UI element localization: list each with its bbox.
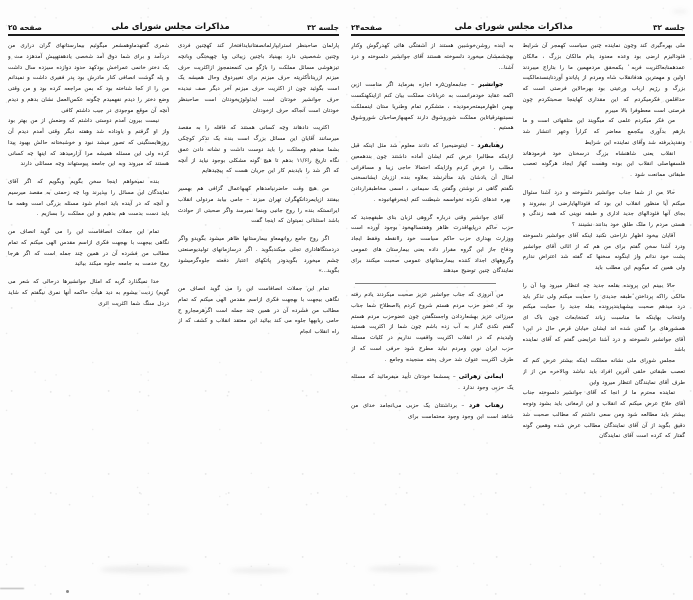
column-right-of-left-page bbox=[178, 41, 339, 565]
speech-text: – اینتوضیحیرا که دادند معلوم شد مثل اینکه قبل ازاینکه مطالبرا عرض کنم ایشان آماده داشتند چون بندهمعین مطلب را عرض کردم وازاینکه احتمالا حاجی زیبا و مسافرانی امثال آن یادشان باید متأثرنشد بعلاوه بنده اززبان ایشانسخنی نگفتم گاهی در نوشتن وگفتن یک سیمانی ، اسمی مخاطبقراردادن ٔ بهره عدهای نکرده تخواسمه شیطنت کنم اینحرفهانبوده . bbox=[351, 143, 514, 203]
paragraph: تمام این جملات انصافاست این را می گوید انصاف من نگاهی بیجهت با بهجهت فکری ازاسم مقدس الهی میکنم که تمام مطالب من فشرده آن در همین چند جمله است که اگر هرجا روح خدمت به جامعه جلوه میکند بیائید bbox=[8, 229, 169, 268]
paragraph: من فکر میکردم علمی که میگویند این متلقهاتی است و ما بازهم بدآوری بیکجمع معاضر که کرارأ وعهر انتشار شد ونقدپذیرفته شد وآقای نماینده این شرایط bbox=[522, 118, 685, 146]
speaker-name: زهتاب فرد bbox=[468, 401, 504, 409]
paragraph: حالا ببینم این پرونده بقلعه جدید چه انتظار میرود وبا آن را مالکی رااکه پرداختن ٔطبقه جدیدی را حمایت میکنم ولی تذکر باید درد میدهم صحبت بیشهبایندپرونده بقله جدید را حمایت میکنم وانتخاب بهاینکه ما مناسبت زباند کمتخابعات چون باک ای همشورهای برا گفتن شده اند ایشان خیابان قرص حال در این۱ آقای جوانشیر دلسوخته و درد آشنا عرایضی گفتم که آقای نماینده باشد bbox=[522, 282, 685, 354]
paragraph: حالا من از شما جناب جوانشیر دلسوخته و درد آشنا سئوال میکنم آیا منظور انقلاب این بود که فئودالهایارضی از بینبروند و بجای آنها فئودالهای جدید اداری و طبقه نوینی که همه زندگی و هستی مردم را ملک طلق خود بدانند نشینند ؟ bbox=[522, 189, 685, 228]
column-left-of-right-page bbox=[351, 41, 514, 565]
paragraph: من هیچ وقت حاضرنیامدهام کهبهاعمال گزافی هم بهسیر بیفتند ازپایمردانکهگران تهران میزند – جامی بیابد مردولی انقلاب ایرانستکه بنده را روح جانبی وبنما نمیرسد واگر صحبتی از حوادث باشد استثنائی نمیتوان که اینجا گفت bbox=[178, 186, 339, 225]
paragraph: ملی بهره‌گیری کند وچون نماینده چنین سیاست کهمجر آن شرایط فئودالیزم ارضی بود وعده معدود بنام مالکان بزرگ ، مالکان عمدهمنابعاکثریت فربه ٔ یکمحقق مردمهمین ما را بتاراج میبردند اولین و مهمترین هدفانقلاب شاه ومردم از پایاندو آوردناینسدمالکیت بزرگ و رژیم ارباب ورعیتی بود بهرحالاین فرصتی است که حداقلمن فکرمیکردم که این مقداری کهاینجا صحبتکردم چون فرصتی است معطوفرا بالا میبرم bbox=[522, 43, 685, 114]
paragraph: تمام این جملات انصافاست این را می گوید انصاف من نگاهی بیجهت با بهجهت فکری ازاسم مقدس الهی میکنم که تمام مطالب من فشرده آن در همین چند جمله است اگرهرمجارو ح حامی ربابهها جلوه می کند بیائید این معتقد انقلاب و کشف که از راه انقلاب انجام bbox=[178, 286, 339, 335]
speech-paragraph bbox=[351, 372, 514, 394]
speaker-name: جوانشیر bbox=[478, 81, 504, 89]
paragraph: من آنروزی که جناب جوانشیر عزیز صحبت میکردند یادم رفته بود که عضو حزب مردم هستم شروع کردم بااصطلاح شما جناب میرزائی عزیز بهشعاردادن واجستگفتن چون عضوحزب مردم هستم گفتم نکدی گدار به آب زده باشم چون شما از اکثریت هستید ولیدیدم که در انقلاب اکثریت واقفیت نداریم در کلیات مسئله حزب ایران نوین ومردم نباید مطرح شود حرفی است که از طرف اکثریت عنوان شد حرف پخته سنجیده وجامع . bbox=[351, 292, 514, 363]
speech-text: – جنابمعاون۵ره اجازه بفرماید اگر مناست ازبن اکمه عقاید خودمرانست به عربانات مملکت بیان کنم ازاینکهنکست بهمن اظهارمیمتحرمودیده ، متشکرم تمام وطنریا ستان اینمملکت نسبتبهترقیاتاین مملکت شوروشوق دارند کمهبهازصاحبان شوروشوق هستیم . bbox=[351, 82, 514, 132]
running-head-left-page bbox=[8, 0, 339, 36]
paragraph: به آینده روشن‌خوشبین هستند از آشفتگی هائی کهدرگوش وکنارِ بهچشمشان میخورد دلسوخته هستند آقای جوانشیر دلسوخته و درد آشنا... bbox=[351, 43, 514, 71]
paragraph: بنده نمیخواهم اینجا سخن بگویم وبگویم که اگر آقای نمایندگان این مسائل را بپذیرند وبا چه زحمتی به مقصد میرسیم و آنچه که در آینده باید انجام شود مسئله بزرگی است وهمه ما باید دست بدست هم بدهیم و این مملکت را بسازیم . bbox=[8, 179, 169, 218]
paragraph: نیست بیرون آمدم دوستی داشتم که وضعش از من بهتر بود واز او گرفتم و باوداده شد وهفته دیگر وقتی آمدم دیدم آن روزهایسنگینی که تصور میشد نبود و خوشبختانه حالش بهبود پیدا کرده ولی این مسئله همیشه مرا آزارمیدهد که اینها چه کسانی هستند که میروند وبه این جامعه پیوستهاند وچه مسائلی دارند bbox=[8, 118, 169, 168]
page-number-left: صفحه ۲۵ bbox=[8, 23, 42, 33]
paragraph: آقای جوانشیر وقتی درباره گروهی لزبان بنای طبقهجدید که حزب حاکم درپایهاقدرت ظاهر وهفتسالهخود بوجود آورده است ووزارت بهداری حزب حاکم سیاست خود راانقطه وفقط ایجاد ودفاع جاز این گروه مقرار داده یعنی بیمارستان های عمومی وگروههای اجداد کننده بیمارستانهای عمومی صحبت میکنند برای نمایندگان چنین توضیح میدهند bbox=[351, 214, 514, 275]
paragraph: خدا نمیگذارد گربه که امثال جوانشیرها درحالی که شعر می گویم) زدبت بیشوم به دید هیأت حاکمه آنها نمری نیگفتم که شاید دردل سنگ شما اکثریت اثری bbox=[8, 279, 169, 307]
page-left bbox=[0, 0, 345, 600]
column-left-of-left-page bbox=[8, 41, 169, 565]
section-divider bbox=[355, 283, 496, 284]
page-number-right: صفحه۲۴ bbox=[351, 23, 383, 33]
paragraph: نماینده محترم ما از انجا که آقای جوانشیر دلسوخته جناب آقای خلاخ عرض میکنم که انقلاب و این ارمغانی باید بشود وتوجه بیشتر باید مطالعه شود ومن سعی داشتم که مطالب صحبت شد دقیق بگوید از آن آقای نمایندگان مطالب عرض شده وهمین گونه گفتار که کرده است آقای نمایندگان bbox=[522, 390, 685, 440]
columns-left-page bbox=[8, 36, 339, 565]
paragraph: شعری گفتهدماوهمشعر میگوئیم بیمارستانهای گران دراری من دردآمد و برای شما دوق آمد شخصی یادهفتهپیش آمدهزد مث و یک دختر خانمی عمراخش بودکهد حدود دوازده سیزده سال داشت و پله گوشت انصافی کنار مادرش بود پدر فقیری داشت و نمیدانم من را از کجا شناخته بود که بمن مراجعه کرده بود و من وقتی وضع دختر را دیدم نفهمیدم چگونه عکس‌العمل نشان بدهم و دیدم آنچه آن موقع موجودی در جیب داشتم کافی bbox=[8, 43, 169, 114]
speech-paragraph bbox=[351, 80, 514, 134]
speaker-name: زهتابفرد bbox=[477, 142, 504, 149]
paragraph: آقایان بیخود اظهار ناراحتی نکنید اینکه آقای جوانشیر دلسوخته ودرد آشنا سخن گفتم برای من هم که از اثاثی آقای جوانشیر پشت خود ندانم واز اینگونه سخنها که گفته شد اعتراض ندارم ولی همین که میگویم این مطلب باید bbox=[522, 232, 685, 271]
speech-text: – پسشما خودتان تأیید میفرمائید که مسئله یک حزبی وجود ندارد . bbox=[351, 374, 514, 391]
page-right bbox=[345, 0, 693, 600]
paragraph: اکثریت دادهاند وچه کسانی هستند که قافله را به مقصد میرسانند آقایان این مسائل بزرگ است بنده یک تذکر کوچکی بشما میدهم ومملکت را باید دوست داشت و نشانه دادن عمق نگاه تاریخ را۱۱/۶ بدهم تا هیچ گونه مشکلی بوجود نیاید از آنچه که اگر شد را بایدبنم کار این جریان هست که پیچیدهایم bbox=[178, 125, 339, 175]
session-label-right: جلسه ۳۲ bbox=[653, 23, 685, 33]
document-title-left: مذاکرات مجلس شورای ملی bbox=[111, 21, 230, 32]
columns-right-page bbox=[351, 36, 685, 565]
paragraph: مجلس شورای ملی نشانه مملکت اینکه بیشتر عرض کنم که تعصب طبقاتی خلقی آفرین افراد باید نباشد وبالاخره من از از طرف آقای نمایندگان انتظار میرود واین bbox=[522, 358, 685, 386]
speech-paragraph bbox=[351, 401, 514, 423]
speech-paragraph bbox=[351, 141, 514, 206]
session-label-left: جلسه ۳۲ bbox=[307, 23, 339, 33]
paragraph: اگر روح جامع روانهمعاو بیمارستانها ظاهر میشود بگویدو واگر دردستگاهاداری تجلی میکندبگوید . اگر درسازمانهای تولیدیوصنعتی چشم میخورد بگویدودر پاتکهای اعتبار دفعته جلوه‌گرمیشود بگوید...» bbox=[178, 236, 339, 275]
running-head-right-page bbox=[351, 0, 685, 36]
paragraph: پارلمان صاحبنظر استرایپارلمانصفتانبایدافتخار کند کهچنین فردی وچنین شخصیتی دارد بهبنیاد باچنین زیبائی وبا چهپختگی وبانچه تیزهوشی مسائل مملکت را باژگو می کنمعنمجوز ازاکثریت حرف میزنم ازرینانأکثریته حرف میزنم برای تغییردوق وحال همیشه یک است بگوئید چون از اکثریت حرف میزنم آخر دیگر صف نبدیده حرف جوانشیر خودتان است ایدئولوژیخودتان است صاحبنظر خودتان است آنجاکه حرف ازخودتان bbox=[178, 43, 339, 114]
speaker-name: ایمانی زهرائی bbox=[458, 373, 504, 381]
column-right-of-right-page bbox=[523, 41, 686, 565]
speech-text: – برداشتتان یک حزبی می‌انجامد خدای من شاهد است این وجود وجود محتماست برای bbox=[351, 402, 514, 420]
document-title-right: مذاکرات مجلس شورای ملی bbox=[454, 21, 573, 32]
paragraph: انقلاب یعنی شاهنشاه بزرگ درسخنان خود فرمودهاند فلسفهاصلی انقلاب این بوده وهست کهاز ایجاد هرگونه تعصب طبقاتی ممانعت شود . bbox=[522, 150, 685, 178]
